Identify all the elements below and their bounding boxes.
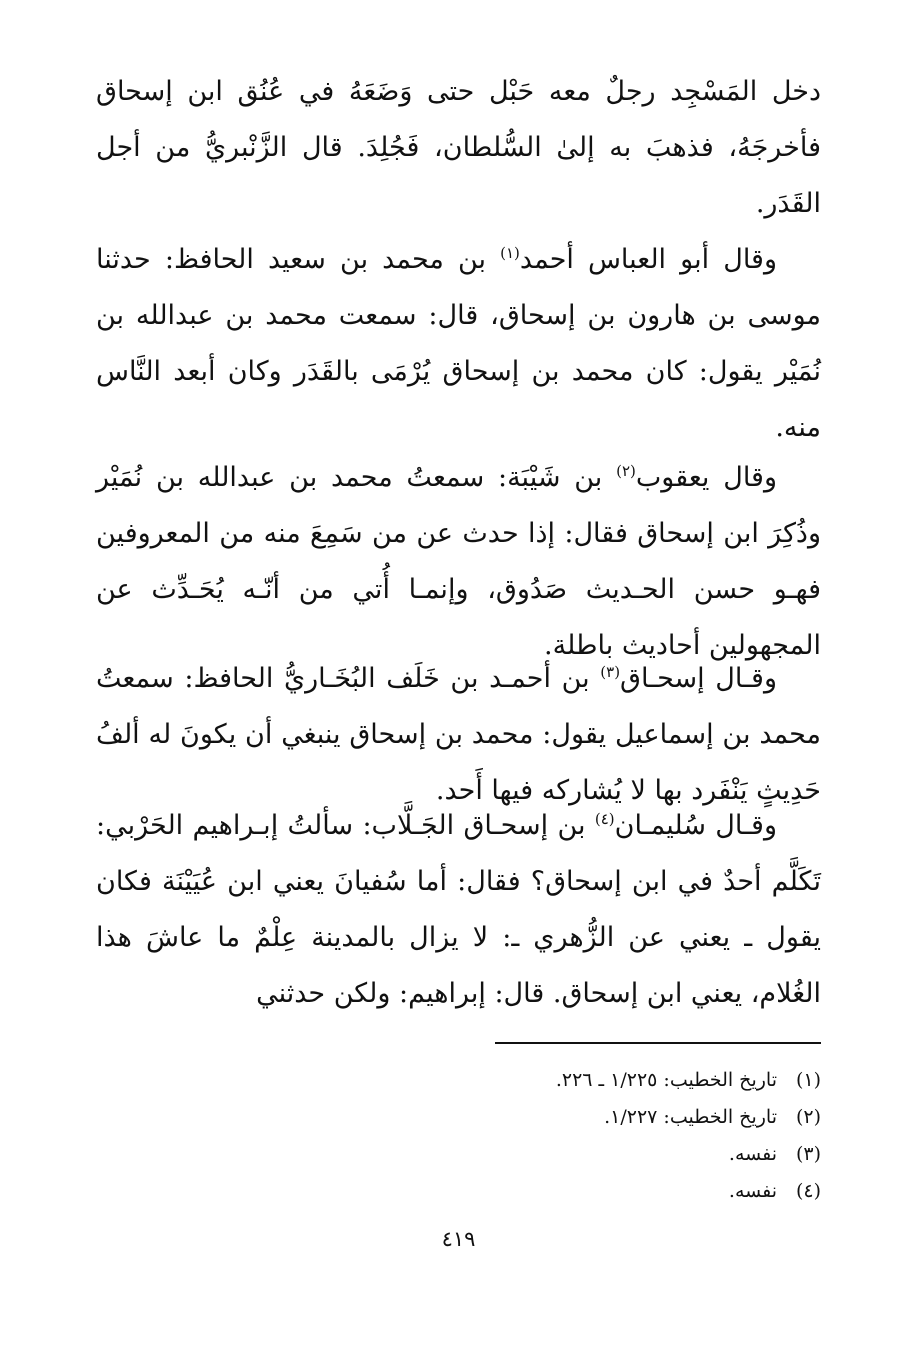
footnote-text: تاريخ الخطيب: ١/٢٢٥ ـ ٢٢٦. (555, 1069, 777, 1091)
footnote-reference-2: (٢) (616, 462, 636, 480)
book-page (96, 64, 821, 1294)
footnote-reference-3: (٣) (600, 663, 621, 681)
footnote-number: (١) (795, 1069, 821, 1091)
footnote-reference-4: (٤) (594, 810, 615, 828)
body-paragraph-5 (96, 798, 821, 1022)
paragraph-2-text: بن محمد بن سعيد الحافظ: حدثنا موسى بن هارون بن إسحاق، قال: سمعت محمد بن عبدالله بن نُمَيْر يقول: كان محمد بن إسحاق يُرْمَى بالقَدَر وكان أبعد النَّاس منه. (96, 244, 821, 443)
paragraph-3-text: بن شَيْبَة: سمعتُ محمد بن عبدالله بن نُمَيْر وذُكِرَ ابن إسحاق فقال: إذا حدث عن من سَمِعَ منه من المعروفين فهـو حسن الحـديث صَدُوق، وإنمـا أُتي من أنّـه يُحَـدِّث عن المجهولين أحاديث باطلة. (96, 462, 821, 661)
body-paragraph-1 (96, 64, 821, 232)
body-paragraph-3 (96, 450, 821, 674)
footnote-1 (96, 1062, 821, 1099)
footnote-number: (٤) (795, 1180, 821, 1202)
paragraph-1-text: دخل المَسْجِد رجلٌ معه حَبْل حتى وَضَعَهُ في عُنُق ابن إسحاق فأخرجَهُ، فذهبَ به إلىٰ السُّلطان، فَجُلِدَ. قال الزَّنْبريُّ من أجل القَدَر. (96, 76, 821, 219)
page-number: ٤١٩ (441, 1227, 476, 1251)
footnote-number: (٣) (795, 1143, 821, 1165)
paragraph-2-lead: وقال أبو العباس أحمد (519, 244, 778, 275)
footnote-4 (96, 1173, 821, 1210)
footnote-list (96, 1062, 821, 1210)
paragraph-3-lead: وقال يعقوب (635, 462, 778, 493)
footnote-text: نفسه. (728, 1180, 777, 1202)
footnote-text: تاريخ الخطيب: ١/٢٢٧. (604, 1106, 777, 1128)
body-paragraph-2 (96, 232, 821, 456)
footnote-separator (495, 1042, 821, 1044)
paragraph-4-text: بن أحمـد بن خَلَف البُخَـاريُّ الحافظ: سمعتُ محمد بن إسماعيل يقول: محمد بن إسحاق ينبغي أن يكونَ له ألفُ حَدِيثٍ يَنْفَرد بها لا يُشاركه فيها أَحد. (96, 663, 821, 806)
paragraph-4-lead: وقـال إسحـاق (620, 663, 777, 694)
footnote-reference-1: (١) (500, 244, 520, 262)
footnote-number: (٢) (795, 1106, 821, 1128)
footnote-3 (96, 1136, 821, 1173)
footnote-text: نفسه. (728, 1143, 777, 1165)
footnote-2 (96, 1099, 821, 1136)
paragraph-5-lead: وقـال سُليمـان (614, 810, 777, 841)
paragraph-5-text: بن إسحـاق الجَـلَّاب: سألتُ إبـراهيم الحَرْبي: تَكَلَّم أحدٌ في ابن إسحاق؟ فقال: أما سُفيانَ يعني ابن عُيَيْنَة فكان يقول ـ يعني عن الزُّهري ـ: لا يزال بالمدينة عِلْمٌ ما عاشَ هذا الغُلام، يعني ابن إسحاق. قال: إبراهيم: ولكن حدثني (96, 810, 821, 1009)
body-paragraph-4 (96, 651, 821, 819)
